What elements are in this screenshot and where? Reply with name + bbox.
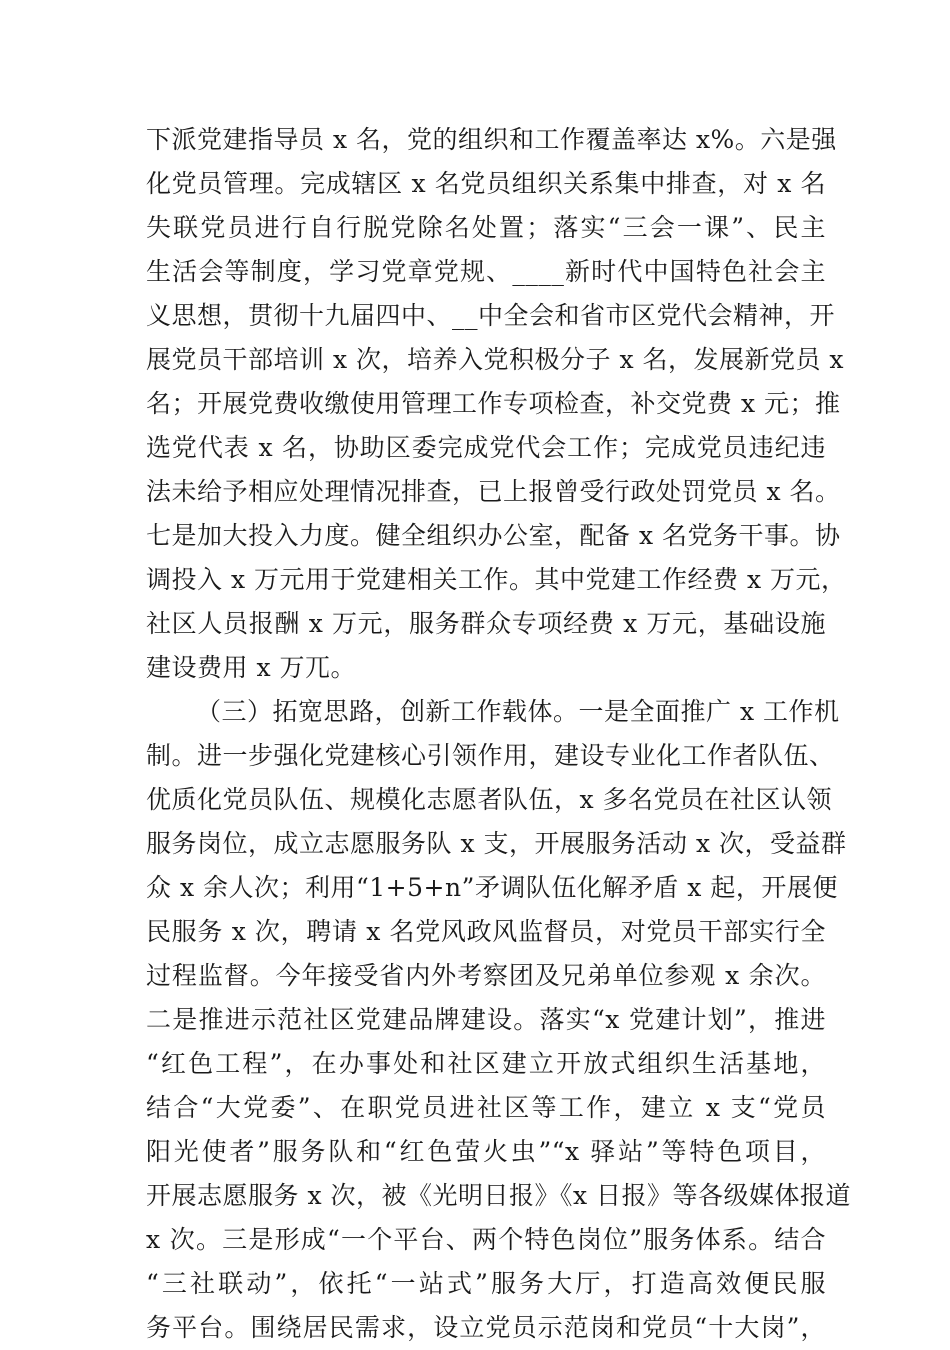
text-line: 制。进一步强化党建核心引领作用，建设专业化工作者队伍、 <box>146 741 835 770</box>
text-line: 展党员干部培训 x 次，培养入党积极分子 x 名，发展新党员 x <box>146 345 845 374</box>
text-line: 开展志愿服务 x 次，被《光明日报》《x 日报》等各级媒体报道 <box>146 1181 852 1210</box>
text-line: 民服务 x 次，聘请 x 名党风政风监督员，对党员干部实行全 <box>146 917 826 946</box>
text-line: 七是加大投入力度。健全组织办公室，配备 x 名党务干事。协 <box>146 521 841 550</box>
text-line: x 次。三是形成“一个平台、两个特色岗位”服务体系。结合 <box>146 1225 826 1254</box>
text-line: 阳光使者”服务队和“红色萤火虫”“x 驿站”等特色项目， <box>146 1137 826 1166</box>
text-line: 生活会等制度，学习党章党规、____新时代中国特色社会主 <box>146 257 826 286</box>
body-text <box>146 118 852 1350</box>
text-line: 务平台。围绕居民需求，设立党员示范岗和党员“十大岗”， <box>146 1313 826 1342</box>
section-heading-line: （三）拓宽思路，创新工作载体。一是全面推广 x 工作机 <box>196 697 840 726</box>
text-line: “红色工程”，在办事处和社区建立开放式组织生活基地， <box>146 1049 826 1078</box>
text-line: 优质化党员队伍、规模化志愿者队伍，x 多名党员在社区认领 <box>146 785 833 814</box>
text-line: 众 x 余人次；利用“1+5+n”矛调队伍化解矛盾 x 起，开展便 <box>146 873 838 902</box>
text-line: “三社联动”，依托“一站式”服务大厅，打造高效便民服 <box>146 1269 826 1298</box>
text-line: 二是推进示范社区党建品牌建设。落实“x 党建计划”，推进 <box>146 1005 826 1034</box>
text-line: 义思想，贯彻十九届四中、__中全会和省市区党代会精神，开 <box>146 301 836 330</box>
text-line: 社区人员报酬 x 万元，服务群众专项经费 x 万元，基础设施 <box>146 609 826 638</box>
text-line: 建设费用 x 万兀。 <box>146 653 356 682</box>
text-line: 化党员管理。完成辖区 x 名党员组织关系集中排查，对 x 名 <box>146 169 826 198</box>
text-line: 服务岗位，成立志愿服务队 x 支，开展服务活动 x 次，受益群 <box>146 829 847 858</box>
text-line: 名；开展党费收缴使用管理工作专项检查，补交党费 x 元；推 <box>146 389 841 418</box>
text-line: 过程监督。今年接受省内外考察团及兄弟单位参观 x 余次。 <box>146 961 826 990</box>
text-line: 失联党员进行自行脱党除名处置；落实“三会一课”、民主 <box>146 213 826 242</box>
text-line: 下派党建指导员 x 名，党的组织和工作覆盖率达 x%。六是强 <box>146 125 837 154</box>
text-line: 调投入 x 万元用于党建相关工作。其中党建工作经费 x 万元， <box>146 565 847 594</box>
text-line: 选党代表 x 名，协助区委完成党代会工作；完成党员违纪违 <box>146 433 826 462</box>
text-line: 结合“大党委”、在职党员进社区等工作，建立 x 支“党员 <box>146 1093 826 1122</box>
text-line: 法未给予相应处理情况排查，已上报曾受行政处罚党员 x 名。 <box>146 477 841 506</box>
